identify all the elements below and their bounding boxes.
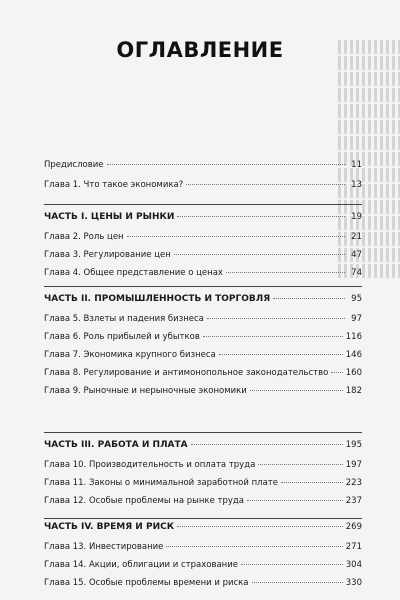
toc-entry-title: Глава 3. Регулирование цен: [44, 250, 171, 260]
dot-leader: [177, 215, 345, 217]
dot-leader: [207, 317, 345, 319]
toc-part-title: ЧАСТЬ IV. ВРЕМЯ И РИСК: [44, 522, 175, 532]
dot-leader: [191, 443, 343, 445]
toc-entry-page: 182: [345, 386, 362, 396]
toc-entry-page: 223: [345, 478, 362, 488]
toc-entry-page: 330: [345, 578, 362, 588]
toc-part-title: ЧАСТЬ III. РАБОТА И ПЛАТА: [44, 440, 188, 450]
toc-entry-page: 116: [345, 332, 362, 342]
toc-entry-title: Глава 12. Особые проблемы на рынке труда: [44, 496, 244, 506]
part-divider: [44, 204, 362, 205]
part-divider: [44, 432, 362, 433]
toc-part-entry[interactable]: [44, 212, 362, 223]
dot-leader: [281, 481, 343, 483]
toc-entry-title: Глава 5. Взлеты и падения бизнеса: [44, 314, 204, 324]
toc-entry-page: 13: [351, 180, 362, 190]
toc-entry[interactable]: [44, 386, 362, 397]
toc-entry-page: 195: [345, 440, 362, 450]
toc-entry[interactable]: [44, 350, 362, 361]
part-divider: [44, 518, 362, 519]
toc-entry-page: 271: [345, 542, 362, 552]
toc-entry-page: 95: [351, 294, 362, 304]
dot-leader: [273, 297, 345, 299]
toc-entry-page: 304: [345, 560, 362, 570]
toc-entry-title: Глава 4. Общее представление о ценах: [44, 268, 223, 278]
dot-leader: [107, 163, 346, 165]
toc-entry[interactable]: [44, 250, 362, 261]
dot-leader: [331, 371, 342, 373]
dot-leader: [203, 335, 343, 337]
dot-leader: [226, 271, 345, 273]
toc-entry[interactable]: [44, 332, 362, 343]
toc-part-entry[interactable]: [44, 522, 362, 533]
toc-entry[interactable]: [44, 542, 362, 553]
page-title: ОГЛАВЛЕНИЕ: [116, 38, 284, 62]
dot-leader: [252, 581, 343, 583]
toc-entry-title: Глава 15. Особые проблемы времени и риска: [44, 578, 249, 588]
dot-leader: [174, 253, 345, 255]
toc-entry-title: Глава 1. Что такое экономика?: [44, 180, 184, 190]
toc-entry-title: Предисловие: [44, 160, 104, 170]
toc-entry[interactable]: [44, 496, 362, 507]
dot-leader: [219, 353, 343, 355]
dot-leader: [241, 563, 343, 565]
toc-entry-page: 19: [351, 212, 362, 222]
toc-entry-page: 197: [345, 460, 362, 470]
dot-leader: [258, 463, 342, 465]
toc-entry-page: 160: [345, 368, 362, 378]
toc-entry-page: 146: [345, 350, 362, 360]
toc-entry-page: 11: [351, 160, 362, 170]
dot-leader: [166, 545, 342, 547]
toc-entry[interactable]: [44, 368, 362, 379]
toc-entry[interactable]: [44, 460, 362, 471]
dot-leader: [186, 183, 345, 185]
toc-entry[interactable]: [44, 314, 362, 325]
toc-entry-title: Глава 8. Регулирование и антимонопольное законодательство: [44, 368, 329, 378]
toc-entry[interactable]: [44, 180, 362, 191]
part-divider: [44, 286, 362, 287]
toc-entry-page: 74: [351, 268, 362, 278]
toc-entry-title: Глава 9. Рыночные и нерыночные экономики: [44, 386, 247, 396]
toc-entry-page: 269: [345, 522, 362, 532]
toc-entry[interactable]: [44, 160, 362, 171]
dot-leader: [127, 235, 345, 237]
toc-entry-title: Глава 2. Роль цен: [44, 232, 124, 242]
toc-entry-title: Глава 6. Роль прибылей и убытков: [44, 332, 200, 342]
toc-entry-page: 97: [351, 314, 362, 324]
toc-part-title: ЧАСТЬ II. ПРОМЫШЛЕННОСТЬ И ТОРГОВЛЯ: [44, 294, 271, 304]
toc-entry-page: 237: [345, 496, 362, 506]
dot-leader: [247, 499, 343, 501]
toc-entry-title: Глава 10. Производительность и оплата труда: [44, 460, 256, 470]
toc-entry[interactable]: [44, 578, 362, 589]
toc-part-entry[interactable]: [44, 440, 362, 451]
toc-entry-page: 47: [351, 250, 362, 260]
toc-entry-title: Глава 11. Законы о минимальной заработной плате: [44, 478, 278, 488]
toc-entry[interactable]: [44, 268, 362, 279]
toc-entry-title: Глава 7. Экономика крупного бизнеса: [44, 350, 216, 360]
toc-entry[interactable]: [44, 232, 362, 243]
dot-leader: [250, 389, 343, 391]
toc-part-entry[interactable]: [44, 294, 362, 305]
toc-entry-title: Глава 13. Инвестирование: [44, 542, 164, 552]
toc-entry-page: 21: [351, 232, 362, 242]
toc-entry[interactable]: [44, 560, 362, 571]
toc-part-title: ЧАСТЬ I. ЦЕНЫ И РЫНКИ: [44, 212, 175, 222]
dot-leader: [177, 525, 343, 527]
toc-entry[interactable]: [44, 478, 362, 489]
toc-entry-title: Глава 14. Акции, облигации и страхование: [44, 560, 238, 570]
